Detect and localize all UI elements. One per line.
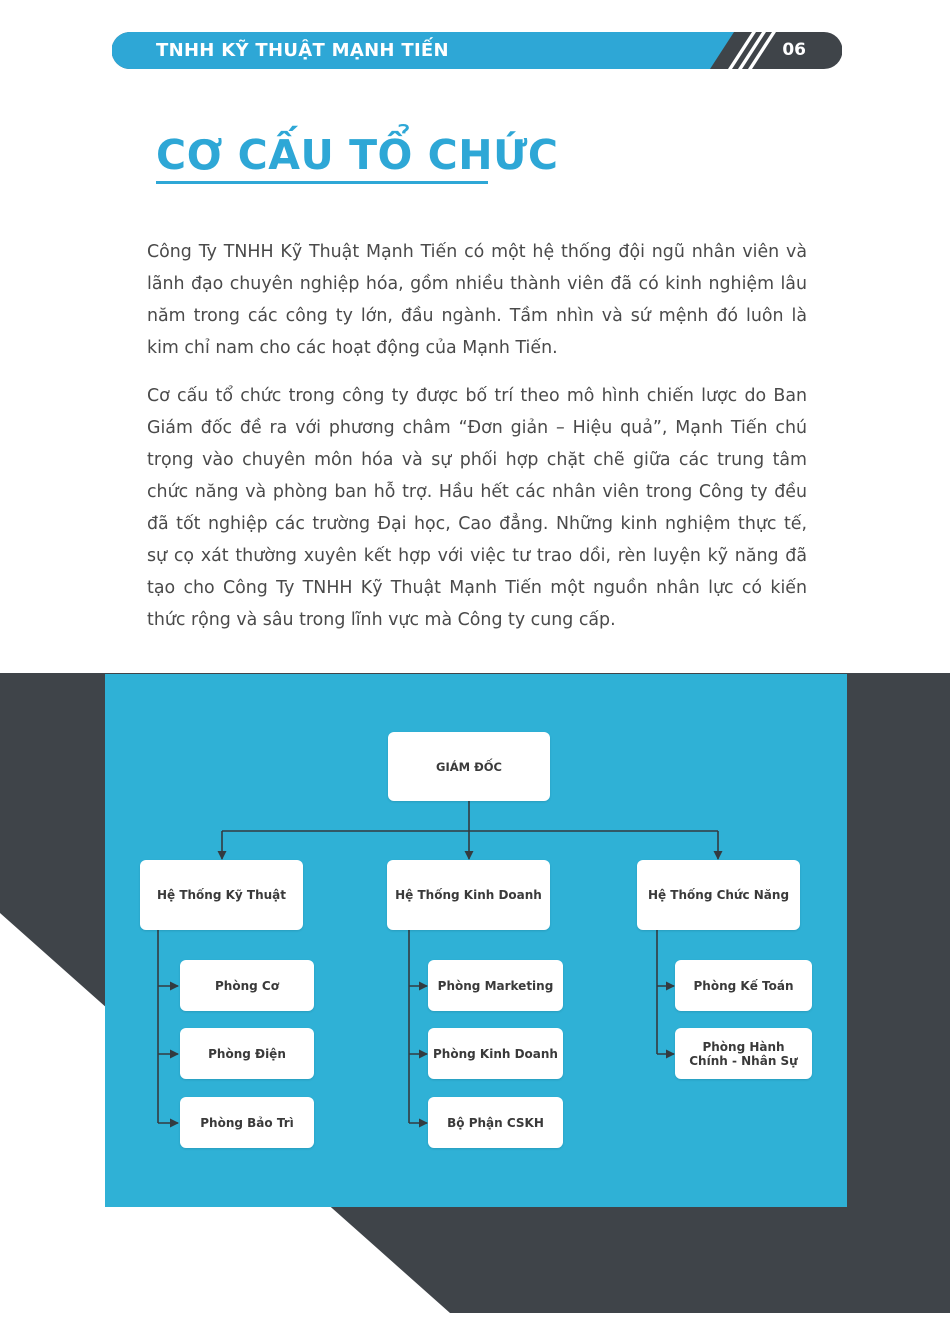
org-node-mechanical-dept: Phòng Cơ [180, 960, 314, 1011]
org-node-sales-dept: Phòng Kinh Doanh [428, 1028, 563, 1079]
org-node-technical-system: Hệ Thống Kỹ Thuật [140, 860, 303, 930]
org-node-marketing-dept: Phòng Marketing [428, 960, 563, 1011]
org-node-electrical-dept: Phòng Điện [180, 1028, 314, 1079]
org-node-function-system: Hệ Thống Chức Năng [637, 860, 800, 930]
header-bar [112, 32, 842, 69]
structure-paragraph: Cơ cấu tổ chức trong công ty được bố trí theo mô hình chiến lược do Ban Giám đốc đề ra với phương châm “Đơn giản – Hiệu quả”, Mạnh Tiến chú trọng vào chuyên môn hóa và sự phối hợp chặt chẽ giữa các trung tâm chức năng và phòng ban hỗ trợ. Hầu hết các nhân viên trong Công ty đều đã tốt nghiệp các trường Đại học, Cao đẳng. Những kinh nghiệm thực tế, sự cọ xát thường xuyên kết hợp với việc tư trao dồi, rèn luyện kỹ năng đã tạo cho Công Ty TNHH Kỹ Thuật Mạnh Tiến một nguồn nhân lực có kiến thức rộng và sâu trong lĩnh vực mà Công ty cung cấp. [147, 386, 807, 630]
header-company-name: TNHH KỸ THUẬT MẠNH TIẾN [156, 40, 449, 61]
org-node-director: GIÁM ĐỐC [388, 732, 550, 801]
page-title: CƠ CẤU TỔ CHỨC [156, 131, 559, 179]
page-number: 06 [782, 40, 806, 60]
org-node-business-system: Hệ Thống Kinh Doanh [387, 860, 550, 930]
org-chart-panel [105, 674, 847, 1207]
intro-paragraph: Công Ty TNHH Kỹ Thuật Mạnh Tiến có một hệ thống đội ngũ nhân viên và lãnh đạo chuyên nghiệp hóa, gồm nhiều thành viên đã có kinh nghiệm lâu năm trong các công ty lớn, đầu ngành. Tầm nhìn và sứ mệnh đó luôn là kim chỉ nam cho các hoạt động của Mạnh Tiến. [147, 242, 807, 358]
org-node-hr-admin-dept: Phòng Hành Chính - Nhân Sự [675, 1028, 812, 1079]
org-node-customer-care-dept: Bộ Phận CSKH [428, 1097, 563, 1148]
title-underline [156, 181, 488, 184]
org-node-accounting-dept: Phòng Kế Toán [675, 960, 812, 1011]
org-node-maintenance-dept: Phòng Bảo Trì [180, 1097, 314, 1148]
